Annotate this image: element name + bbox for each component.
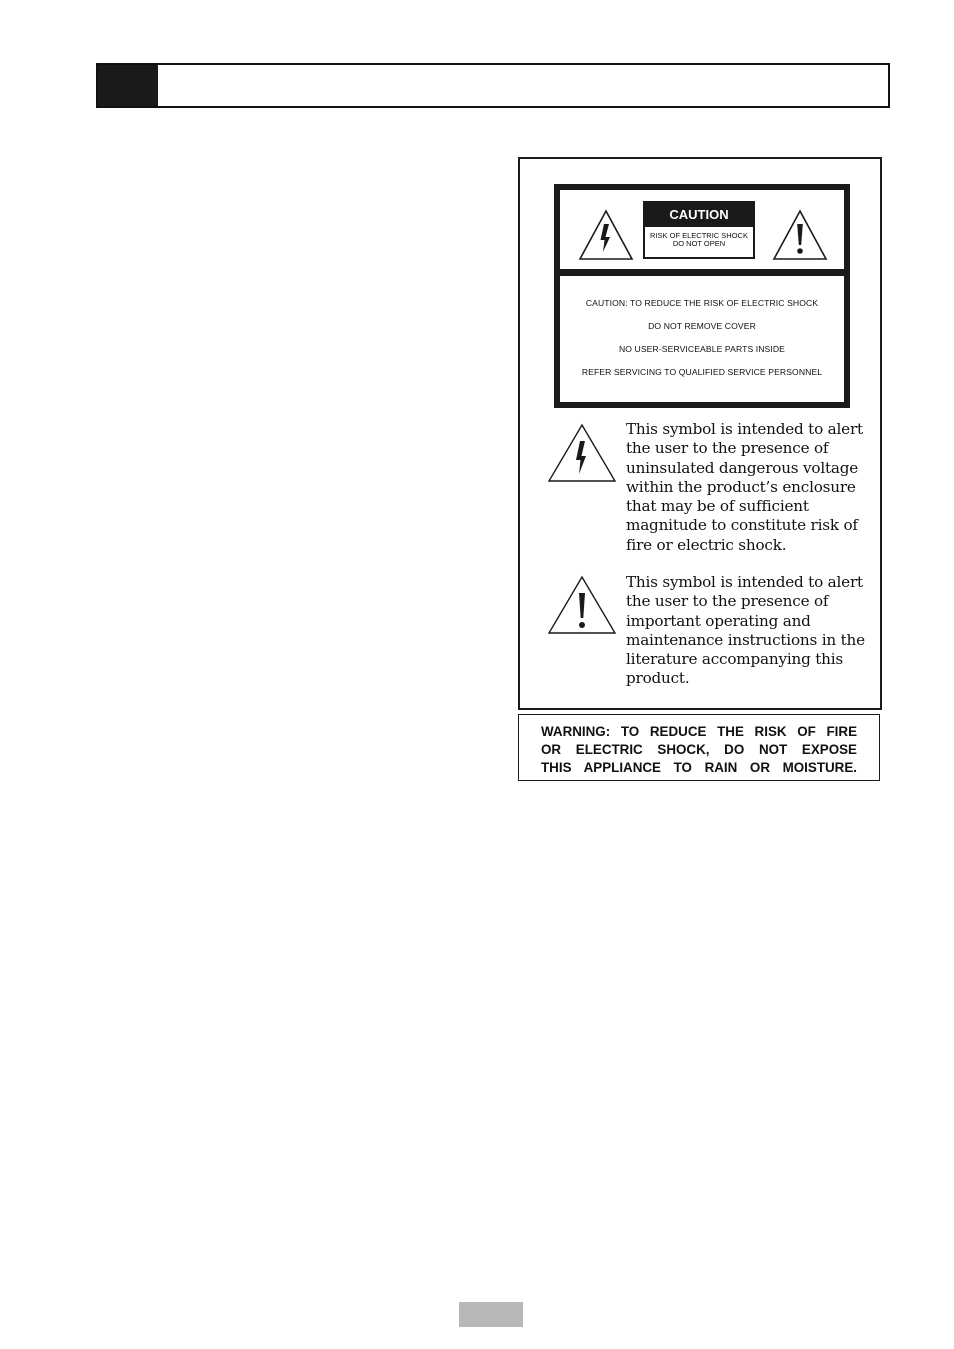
caution-title: CAUTION <box>645 203 753 227</box>
warning-box <box>518 714 880 781</box>
symbol-text-line: the user to the presence of <box>626 439 829 458</box>
symbol-text-line: fire or electric shock. <box>626 535 787 554</box>
symbol-text-line: that may be of sufficient <box>626 497 809 516</box>
symbol-description <box>626 573 872 689</box>
warning-line: WARNING: TO REDUCE THE RISK OF FIRE <box>541 724 857 739</box>
caution-subtitle <box>645 227 753 248</box>
label-line: DO NOT REMOVE COVER <box>648 321 756 331</box>
section-header-bar <box>96 63 890 108</box>
label-line: CAUTION: TO REDUCE THE RISK OF ELECTRIC SHOCK <box>585 298 819 308</box>
symbol-explanation-exclamation <box>540 573 870 693</box>
symbol-text-line: This symbol is intended to alert <box>626 420 863 438</box>
caution-label-text <box>560 276 844 402</box>
symbol-text-line: This symbol is intended to alert <box>626 573 863 591</box>
caution-label-top <box>560 190 844 269</box>
label-divider <box>560 269 844 276</box>
caution-badge <box>643 201 755 259</box>
section-marker-block <box>98 65 158 106</box>
lightning-triangle-icon <box>547 423 617 483</box>
symbol-text-line: uninsulated dangerous voltage <box>626 458 859 477</box>
warning-line: OR ELECTRIC SHOCK, DO NOT EXPOSE <box>541 742 857 757</box>
symbol-text-line: maintenance instructions in the <box>626 630 865 649</box>
warning-line: THIS APPLIANCE TO RAIN OR MOISTURE. <box>541 760 857 775</box>
symbol-explanation-lightning <box>540 420 870 560</box>
lightning-triangle-icon <box>578 209 634 261</box>
symbol-text-line: within the product’s enclosure <box>626 477 856 496</box>
label-line: NO USER-SERVICEABLE PARTS INSIDE <box>618 344 786 354</box>
symbol-description <box>626 420 872 555</box>
exclamation-triangle-icon <box>772 209 828 261</box>
symbol-text-line: important operating and <box>626 611 811 630</box>
caution-subtitle-line-1: RISK OF ELECTRIC SHOCK <box>650 231 748 240</box>
page-number-tab <box>459 1302 523 1327</box>
symbol-text-line: product. <box>626 669 690 688</box>
exclamation-triangle-icon <box>547 575 617 635</box>
caution-subtitle-line-2: DO NOT OPEN <box>672 239 726 248</box>
symbol-text-line: literature accompanying this <box>626 650 843 669</box>
symbol-text-line: magnitude to constitute risk of <box>626 516 858 535</box>
label-line: REFER SERVICING TO QUALIFIED SERVICE PERSONNEL <box>581 367 823 377</box>
caution-label-panel <box>554 184 850 408</box>
symbol-text-line: the user to the presence of <box>626 592 829 611</box>
